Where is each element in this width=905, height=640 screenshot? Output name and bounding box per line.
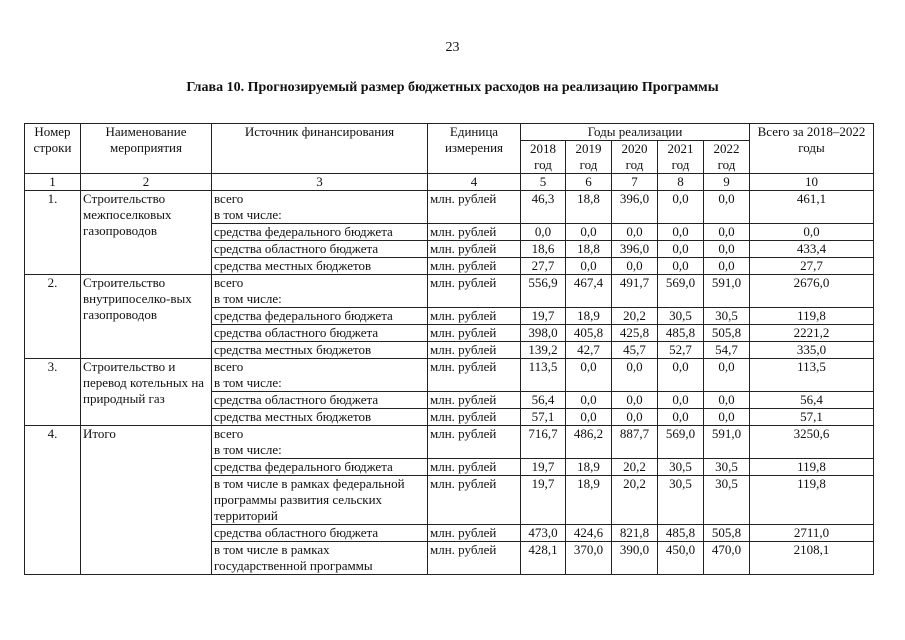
year-value: 0,0 <box>566 359 612 392</box>
header-row-no: Номер строки <box>25 124 81 174</box>
funding-source: средства местных бюджетов <box>212 342 428 359</box>
year-value: 0,0 <box>612 359 658 392</box>
year-value: 19,7 <box>521 459 566 476</box>
year-value: 18,6 <box>521 241 566 258</box>
year-value: 0,0 <box>704 359 750 392</box>
budget-table <box>24 123 874 575</box>
year-value: 569,0 <box>658 275 704 308</box>
year-value: 0,0 <box>658 359 704 392</box>
header-activity: Наименование мероприятия <box>81 124 212 174</box>
year-value: 591,0 <box>704 426 750 459</box>
funding-source: средства областного бюджета <box>212 525 428 542</box>
year-value: 0,0 <box>612 392 658 409</box>
funding-source: всего в том числе: <box>212 275 428 308</box>
row-number: 4. <box>25 426 81 575</box>
header-year: 2019 год <box>566 141 612 174</box>
total-value: 2711,0 <box>750 525 874 542</box>
unit-cell: млн. рублей <box>428 476 521 525</box>
header-year: 2021 год <box>658 141 704 174</box>
table-row <box>25 275 874 308</box>
year-value: 0,0 <box>658 191 704 224</box>
year-value: 0,0 <box>612 258 658 275</box>
unit-cell: млн. рублей <box>428 258 521 275</box>
unit-cell: млн. рублей <box>428 359 521 392</box>
column-number: 5 <box>521 174 566 191</box>
column-number: 3 <box>212 174 428 191</box>
year-value: 0,0 <box>704 258 750 275</box>
year-value: 0,0 <box>612 224 658 241</box>
activity-name: Строительство межпоселковых газопроводов <box>81 191 212 275</box>
table-row <box>25 359 874 392</box>
unit-cell: млн. рублей <box>428 325 521 342</box>
row-number: 1. <box>25 191 81 275</box>
year-value: 485,8 <box>658 325 704 342</box>
column-number: 1 <box>25 174 81 191</box>
year-value: 27,7 <box>521 258 566 275</box>
year-value: 390,0 <box>612 542 658 575</box>
total-value: 113,5 <box>750 359 874 392</box>
year-value: 505,8 <box>704 325 750 342</box>
total-value: 2221,2 <box>750 325 874 342</box>
funding-source: средства областного бюджета <box>212 392 428 409</box>
year-value: 569,0 <box>658 426 704 459</box>
total-value: 119,8 <box>750 459 874 476</box>
year-value: 0,0 <box>658 409 704 426</box>
year-value: 887,7 <box>612 426 658 459</box>
header-years-group: Годы реализации <box>521 124 750 141</box>
funding-source: в том числе в рамках государственной программы <box>212 542 428 575</box>
year-value: 556,9 <box>521 275 566 308</box>
funding-source: всего в том числе: <box>212 359 428 392</box>
year-value: 398,0 <box>521 325 566 342</box>
total-value: 57,1 <box>750 409 874 426</box>
year-value: 0,0 <box>704 392 750 409</box>
year-value: 0,0 <box>521 224 566 241</box>
year-value: 46,3 <box>521 191 566 224</box>
year-value: 30,5 <box>658 476 704 525</box>
funding-source: средства местных бюджетов <box>212 258 428 275</box>
year-value: 30,5 <box>658 459 704 476</box>
total-value: 119,8 <box>750 476 874 525</box>
year-value: 491,7 <box>612 275 658 308</box>
year-value: 54,7 <box>704 342 750 359</box>
year-value: 52,7 <box>658 342 704 359</box>
total-value: 27,7 <box>750 258 874 275</box>
year-value: 57,1 <box>521 409 566 426</box>
year-value: 0,0 <box>658 392 704 409</box>
year-value: 20,2 <box>612 476 658 525</box>
year-value: 0,0 <box>566 409 612 426</box>
year-value: 0,0 <box>566 392 612 409</box>
funding-source: средства областного бюджета <box>212 325 428 342</box>
year-value: 30,5 <box>704 476 750 525</box>
year-value: 45,7 <box>612 342 658 359</box>
header-source: Источник финансирования <box>212 124 428 174</box>
funding-source: средства местных бюджетов <box>212 409 428 426</box>
year-value: 0,0 <box>704 224 750 241</box>
header-year: 2018 год <box>521 141 566 174</box>
year-value: 467,4 <box>566 275 612 308</box>
year-value: 19,7 <box>521 308 566 325</box>
year-value: 20,2 <box>612 459 658 476</box>
unit-cell: млн. рублей <box>428 275 521 308</box>
year-value: 113,5 <box>521 359 566 392</box>
unit-cell: млн. рублей <box>428 191 521 224</box>
header-row <box>25 124 874 141</box>
unit-cell: млн. рублей <box>428 241 521 258</box>
funding-source: средства федерального бюджета <box>212 459 428 476</box>
total-value: 2108,1 <box>750 542 874 575</box>
year-value: 30,5 <box>704 308 750 325</box>
year-value: 0,0 <box>658 258 704 275</box>
column-number: 4 <box>428 174 521 191</box>
year-value: 473,0 <box>521 525 566 542</box>
unit-cell: млн. рублей <box>428 392 521 409</box>
year-value: 425,8 <box>612 325 658 342</box>
row-number: 2. <box>25 275 81 359</box>
total-value: 461,1 <box>750 191 874 224</box>
column-number: 6 <box>566 174 612 191</box>
activity-name: Строительство и перевод котельных на природный газ <box>81 359 212 426</box>
column-number: 7 <box>612 174 658 191</box>
total-value: 0,0 <box>750 224 874 241</box>
year-value: 370,0 <box>566 542 612 575</box>
chapter-title: Глава 10. Прогнозируемый размер бюджетных расходов на реализацию Программы <box>186 80 719 95</box>
year-value: 56,4 <box>521 392 566 409</box>
year-value: 30,5 <box>704 459 750 476</box>
year-value: 30,5 <box>658 308 704 325</box>
year-value: 428,1 <box>521 542 566 575</box>
table-row <box>25 191 874 224</box>
funding-source: всего в том числе: <box>212 426 428 459</box>
year-value: 485,8 <box>658 525 704 542</box>
unit-cell: млн. рублей <box>428 308 521 325</box>
year-value: 716,7 <box>521 426 566 459</box>
activity-name: Строительство внутрипоселко-вых газопроводов <box>81 275 212 359</box>
year-value: 42,7 <box>566 342 612 359</box>
year-value: 18,8 <box>566 241 612 258</box>
page-number: 23 <box>445 40 460 55</box>
year-value: 405,8 <box>566 325 612 342</box>
year-value: 396,0 <box>612 191 658 224</box>
unit-cell: млн. рублей <box>428 342 521 359</box>
total-value: 3250,6 <box>750 426 874 459</box>
total-value: 2676,0 <box>750 275 874 308</box>
year-value: 18,9 <box>566 459 612 476</box>
year-value: 0,0 <box>704 241 750 258</box>
funding-source: в том числе в рамках федеральной программы развития сельских территорий <box>212 476 428 525</box>
row-number: 3. <box>25 359 81 426</box>
funding-source: средства федерального бюджета <box>212 224 428 241</box>
column-number: 2 <box>81 174 212 191</box>
year-value: 0,0 <box>566 258 612 275</box>
column-number: 9 <box>704 174 750 191</box>
column-number-row <box>25 174 874 191</box>
table-row <box>25 426 874 459</box>
funding-source: средства областного бюджета <box>212 241 428 258</box>
header-unit: Единица измерения <box>428 124 521 174</box>
year-value: 19,7 <box>521 476 566 525</box>
year-value: 18,9 <box>566 308 612 325</box>
unit-cell: млн. рублей <box>428 459 521 476</box>
year-value: 139,2 <box>521 342 566 359</box>
year-value: 505,8 <box>704 525 750 542</box>
year-value: 821,8 <box>612 525 658 542</box>
header-year: 2020 год <box>612 141 658 174</box>
year-value: 0,0 <box>704 191 750 224</box>
column-number: 8 <box>658 174 704 191</box>
unit-cell: млн. рублей <box>428 525 521 542</box>
total-value: 433,4 <box>750 241 874 258</box>
year-value: 18,8 <box>566 191 612 224</box>
year-value: 424,6 <box>566 525 612 542</box>
total-value: 335,0 <box>750 342 874 359</box>
year-value: 396,0 <box>612 241 658 258</box>
unit-cell: млн. рублей <box>428 224 521 241</box>
total-value: 119,8 <box>750 308 874 325</box>
year-value: 0,0 <box>612 409 658 426</box>
total-value: 56,4 <box>750 392 874 409</box>
year-value: 470,0 <box>704 542 750 575</box>
year-value: 450,0 <box>658 542 704 575</box>
year-value: 591,0 <box>704 275 750 308</box>
year-value: 0,0 <box>658 224 704 241</box>
year-value: 0,0 <box>658 241 704 258</box>
year-value: 18,9 <box>566 476 612 525</box>
year-value: 0,0 <box>704 409 750 426</box>
unit-cell: млн. рублей <box>428 409 521 426</box>
column-number: 10 <box>750 174 874 191</box>
header-total: Всего за 2018–2022 годы <box>750 124 874 174</box>
funding-source: средства федерального бюджета <box>212 308 428 325</box>
year-value: 0,0 <box>566 224 612 241</box>
header-year: 2022 год <box>704 141 750 174</box>
unit-cell: млн. рублей <box>428 542 521 575</box>
funding-source: всего в том числе: <box>212 191 428 224</box>
activity-name: Итого <box>81 426 212 575</box>
year-value: 20,2 <box>612 308 658 325</box>
year-value: 486,2 <box>566 426 612 459</box>
unit-cell: млн. рублей <box>428 426 521 459</box>
